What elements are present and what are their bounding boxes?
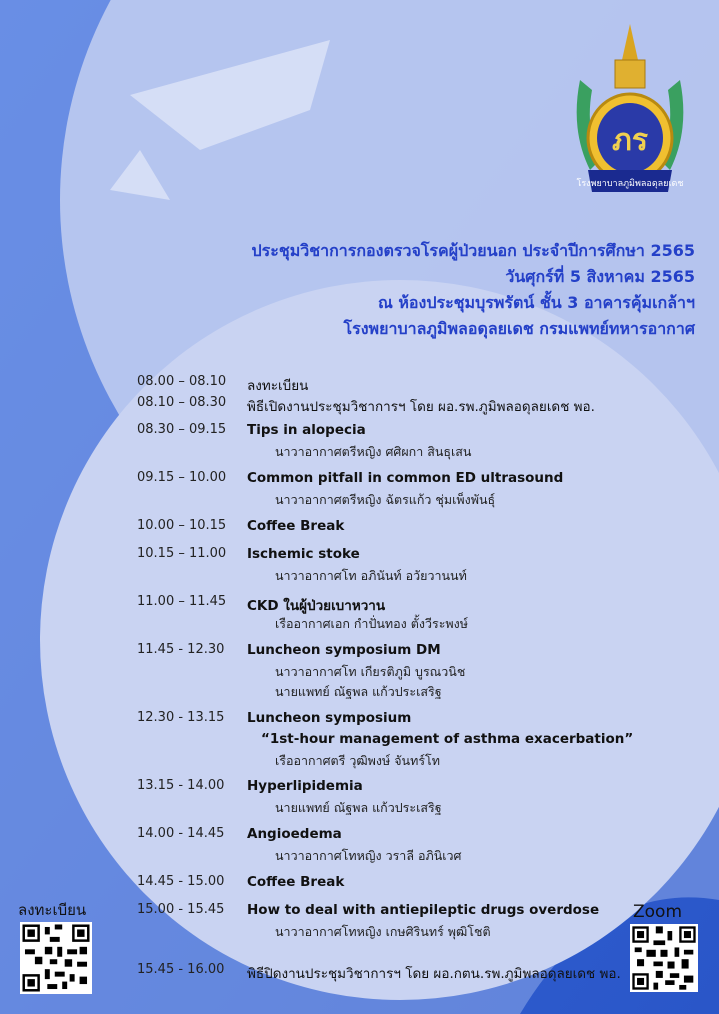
hospital-seal-icon <box>560 20 700 200</box>
event-organizer: โรงพยาบาลภูมิพลอดุลยเดช กรมแพทย์ทหารอากาศ <box>343 319 695 338</box>
qr-code-icon[interactable] <box>630 924 698 992</box>
schedule-time: 08.00 – 08.10 <box>137 374 227 389</box>
schedule-title: Angioedema <box>247 826 342 842</box>
schedule-title: ลงทะเบียน <box>247 378 309 394</box>
schedule-time: 10.00 – 10.15 <box>137 518 227 533</box>
schedule-title: พิธีเปิดงานประชุมวิชาการฯ โดย ผอ.รพ.ภูมิพลอดุลยเดช พอ. <box>247 399 595 415</box>
event-date: วันศุกร์ที่ 5 สิงหาคม 2565 <box>505 267 695 286</box>
schedule-title: Luncheon symposium <box>247 710 412 726</box>
schedule-title: Luncheon symposium DM <box>247 642 441 658</box>
schedule-title: Coffee Break <box>247 874 345 890</box>
schedule-title: Common pitfall in common ED ultrasound <box>247 470 564 486</box>
schedule-time: 13.15 - 14.00 <box>137 778 225 793</box>
svg-text:โรงพยาบาลภูมิพลอดุลยเดช: โรงพยาบาลภูมิพลอดุลยเดช <box>576 179 684 189</box>
schedule-title: Tips in alopecia <box>247 422 366 438</box>
schedule-time: 11.00 – 11.45 <box>137 594 227 609</box>
schedule-time: 08.30 – 09.15 <box>137 422 227 437</box>
schedule-speaker: นาวาอากาศโท อภินันท์ อวัยวานนท์ <box>275 568 467 583</box>
schedule-time: 15.45 - 16.00 <box>137 962 225 977</box>
svg-text:ภร: ภร <box>612 123 648 158</box>
qr-zoom-label: Zoom <box>633 902 683 922</box>
schedule-title: Coffee Break <box>247 518 345 534</box>
schedule-speaker: นายแพทย์ ณัฐพล แก้วประเสริฐ <box>275 684 442 699</box>
schedule-title: How to deal with antiepileptic drugs overdose <box>247 902 600 918</box>
schedule-title: พิธีปิดงานประชุมวิชาการฯ โดย ผอ.กตน.รพ.ภูมิพลอดุลยเดช พอ. <box>247 966 621 982</box>
schedule-speaker: นาวาอากาศโทหญิง วราลี อภินิเวศ <box>275 848 462 863</box>
schedule-speaker: เรืออากาศเอก กำปั่นทอง ตั้งวีระพงษ์ <box>275 616 469 631</box>
schedule-time: 14.00 - 14.45 <box>137 826 225 841</box>
schedule-speaker: นาวาอากาศตรีหญิง ฉัตรแก้ว ชุ่มเพ็งพันธุ์ <box>275 492 496 507</box>
schedule-time: 10.15 – 11.00 <box>137 546 227 561</box>
schedule-title: Ischemic stoke <box>247 546 360 562</box>
schedule-time: 11.45 - 12.30 <box>137 642 225 657</box>
schedule-subtitle: “1st-hour management of asthma exacerbation” <box>261 731 634 747</box>
schedule-speaker: นาวาอากาศตรีหญิง ศศิผกา สินธุเสน <box>275 444 472 459</box>
schedule-time: 15.00 - 15.45 <box>137 902 225 917</box>
schedule-speaker: นาวาอากาศโท เกียรติภูมิ บูรณวนิช <box>275 664 466 679</box>
schedule-time: 08.10 – 08.30 <box>137 395 227 410</box>
schedule-title: Hyperlipidemia <box>247 778 363 794</box>
schedule-speaker: นายแพทย์ ณัฐพล แก้วประเสริฐ <box>275 800 442 815</box>
qr-register-label: ลงทะเบียน <box>18 901 87 919</box>
qr-code-icon[interactable] <box>20 922 92 994</box>
schedule-title: CKD ในผู้ป่วยเบาหวาน <box>247 598 386 614</box>
event-title: ประชุมวิชาการกองตรวจโรคผู้ป่วยนอก ประจำปีการศึกษา 2565 <box>251 241 695 260</box>
schedule-speaker: นาวาอากาศโทหญิง เกษศิรินทร์ พุฒิโชติ <box>275 924 491 939</box>
schedule-speaker: เรืออากาศตรี วุฒิพงษ์ จันทร์โท <box>275 753 440 768</box>
event-header <box>252 238 695 342</box>
schedule-time: 09.15 – 10.00 <box>137 470 227 485</box>
event-venue: ณ ห้องประชุมบุรพรัตน์ ชั้น 3 อาคารคุ้มเกล้าฯ <box>377 293 695 312</box>
schedule-time: 14.45 - 15.00 <box>137 874 225 889</box>
schedule-time: 12.30 - 13.15 <box>137 710 225 725</box>
